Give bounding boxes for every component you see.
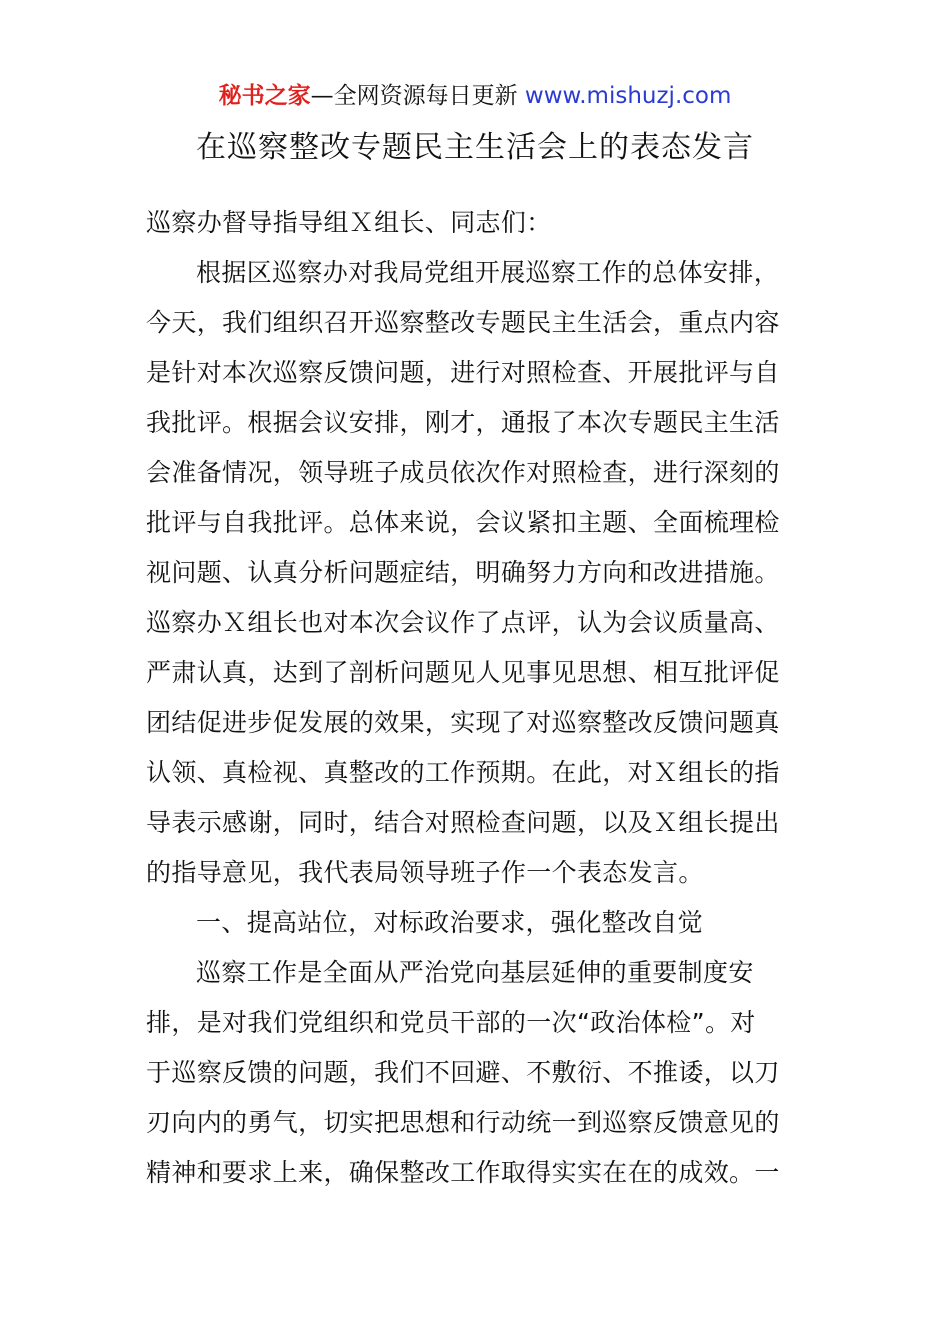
text-line: 精神和要求上来，确保整改工作取得实实在在的成效。一 <box>146 1158 780 1187</box>
text-line: 认领、真检视、真整改的工作预期。在此，对Ｘ组长的指 <box>146 758 780 787</box>
text-line: 于巡察反馈的问题，我们不回避、不敷衍、不推诿，以刀 <box>146 1058 780 1087</box>
section-heading-1 <box>146 898 808 948</box>
text-line: 我批评。根据会议安排，刚才，通报了本次专题民主生活 <box>146 408 780 437</box>
text-line: 的指导意见，我代表局领导班子作一个表态发言。 <box>146 858 704 887</box>
text-line: 巡察办督导指导组Ｘ组长、同志们： <box>146 208 552 237</box>
text-line: 巡察办Ｘ组长也对本次会议作了点评，认为会议质量高、 <box>146 608 780 637</box>
text-line: 批评与自我批评。总体来说，会议紧扣主题、全面梳理检 <box>146 508 780 537</box>
text-line: 排，是对我们党组织和党员干部的一次“政治体检”。对 <box>146 1008 756 1037</box>
text-line: 刃向内的勇气，切实把思想和行动统一到巡察反馈意见的 <box>146 1108 780 1137</box>
text-line: 导表示感谢，同时，结合对照检查问题，以及Ｘ组长提出 <box>146 808 780 837</box>
text-line: 会准备情况，领导班子成员依次作对照检查，进行深刻的 <box>146 458 780 487</box>
text-line: 巡察工作是全面从严治党向基层延伸的重要制度安 <box>196 958 754 987</box>
text-line: 今天，我们组织召开巡察整改专题民主生活会，重点内容 <box>146 308 780 337</box>
text-line: 严肃认真，达到了剖析问题见人见事见思想、相互批评促 <box>146 658 780 687</box>
text-line: 根据区巡察办对我局党组开展巡察工作的总体安排， <box>196 258 780 287</box>
paragraph-section-1 <box>146 948 808 1198</box>
section-heading-text: 一、提高站位，对标政治要求，强化整改自觉 <box>196 908 704 937</box>
site-tagline: —全网资源每日更新 <box>310 83 525 109</box>
text-line: 是针对本次巡察反馈问题，进行对照检查、开展批评与自 <box>146 358 780 387</box>
text-line: 视问题、认真分析问题症结，明确努力方向和改进措施。 <box>146 558 780 587</box>
site-header <box>0 80 950 112</box>
site-url-link[interactable]: www.mishuzj.com <box>524 83 732 109</box>
salutation <box>146 198 808 248</box>
paragraph-intro <box>146 248 808 898</box>
document-title: 在巡察整改专题民主生活会上的表态发言 <box>196 130 754 165</box>
document-body <box>146 198 808 1198</box>
brand-name: 秘书之家 <box>218 83 311 109</box>
text-line: 团结促进步促发展的效果，实现了对巡察整改反馈问题真 <box>146 708 780 737</box>
